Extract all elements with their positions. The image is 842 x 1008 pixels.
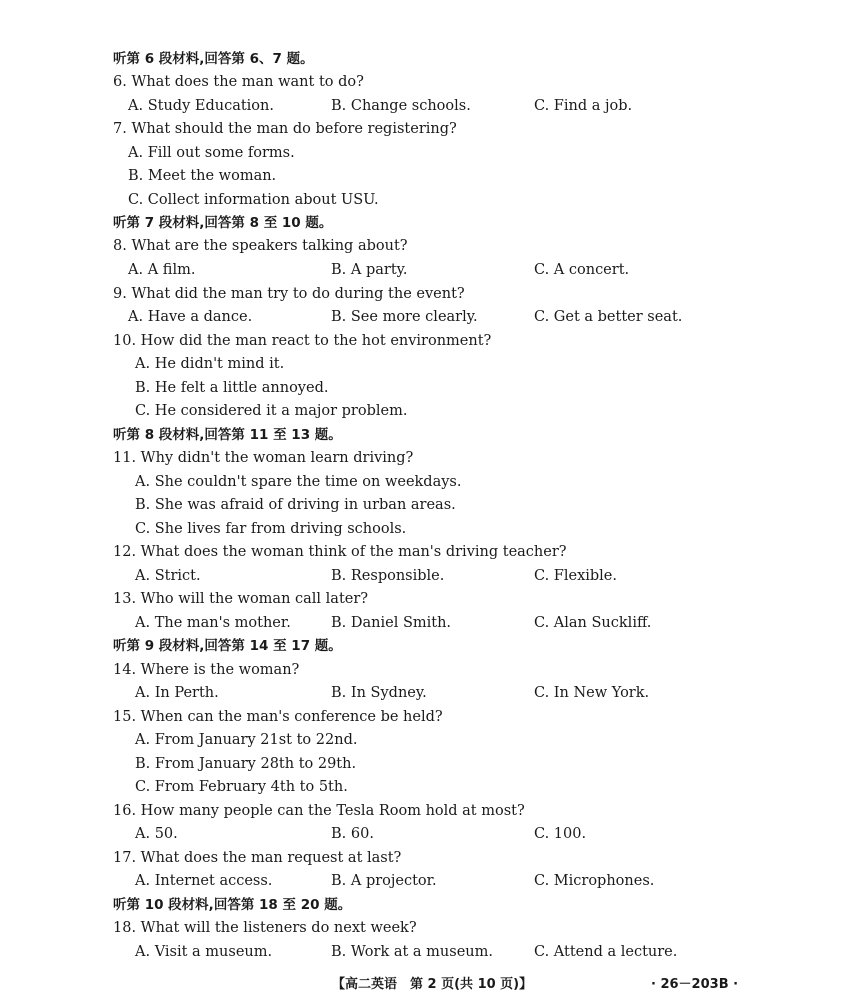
question-7-option-b: B. Meet the woman. bbox=[128, 168, 277, 184]
question-11-option-c: C. She lives far from driving schools. bbox=[135, 521, 407, 537]
question-15-option-b: B. From January 28th to 29th. bbox=[135, 756, 357, 772]
question-11-option-b: B. She was afraid of driving in urban areas. bbox=[135, 497, 456, 513]
question-12-stem: 12. What does the woman think of the man's driving teacher? bbox=[113, 544, 567, 560]
question-16-stem: 16. How many people can the Tesla Room hold at most? bbox=[113, 803, 525, 819]
section-heading-8: 听第 8 段材料,回答第 11 至 13 题。 bbox=[113, 427, 342, 443]
question-10-option-b: B. He felt a little annoyed. bbox=[135, 380, 329, 396]
question-13-option-a: A. The man's mother. bbox=[135, 615, 291, 631]
page-footer-title: 【高二英语 第 2 页(共 10 页)】 bbox=[332, 977, 533, 992]
question-14-option-c: C. In New York. bbox=[534, 685, 650, 701]
question-17-stem: 17. What does the man request at last? bbox=[113, 850, 402, 866]
question-15-option-c: C. From February 4th to 5th. bbox=[135, 779, 348, 795]
question-10-stem: 10. How did the man react to the hot environment? bbox=[113, 333, 492, 349]
question-13-option-b: B. Daniel Smith. bbox=[331, 615, 452, 631]
question-10-option-a: A. He didn't mind it. bbox=[135, 356, 285, 372]
question-12-option-b: B. Responsible. bbox=[331, 568, 445, 584]
section-heading-10: 听第 10 段材料,回答第 18 至 20 题。 bbox=[113, 897, 352, 913]
question-16-option-b: B. 60. bbox=[331, 826, 374, 842]
question-16-option-c: C. 100. bbox=[534, 826, 587, 842]
question-18-option-a: A. Visit a museum. bbox=[135, 944, 273, 960]
question-8-option-a: A. A film. bbox=[128, 262, 196, 278]
question-14-option-a: A. In Perth. bbox=[135, 685, 219, 701]
section-heading-7: 听第 7 段材料,回答第 8 至 10 题。 bbox=[113, 215, 333, 231]
question-9-option-c: C. Get a better seat. bbox=[534, 309, 683, 325]
question-10-option-c: C. He considered it a major problem. bbox=[135, 403, 408, 419]
question-9-stem: 9. What did the man try to do during the event? bbox=[113, 286, 465, 302]
question-17-option-a: A. Internet access. bbox=[135, 873, 273, 889]
question-6-option-b: B. Change schools. bbox=[331, 98, 471, 114]
question-13-option-c: C. Alan Suckliff. bbox=[534, 615, 652, 631]
question-15-option-a: A. From January 21st to 22nd. bbox=[135, 732, 358, 748]
question-9-option-b: B. See more clearly. bbox=[331, 309, 478, 325]
question-15-stem: 15. When can the man's conference be held? bbox=[113, 709, 443, 725]
question-11-option-a: A. She couldn't spare the time on weekdays. bbox=[135, 474, 462, 490]
question-11-stem: 11. Why didn't the woman learn driving? bbox=[113, 450, 414, 466]
question-7-stem: 7. What should the man do before registering? bbox=[113, 121, 457, 137]
question-17-option-c: C. Microphones. bbox=[534, 873, 655, 889]
question-8-option-c: C. A concert. bbox=[534, 262, 630, 278]
section-heading-9: 听第 9 段材料,回答第 14 至 17 题。 bbox=[113, 638, 342, 654]
question-6-option-c: C. Find a job. bbox=[534, 98, 633, 114]
section-heading-6: 听第 6 段材料,回答第 6、7 题。 bbox=[113, 51, 314, 67]
question-9-option-a: A. Have a dance. bbox=[128, 309, 253, 325]
question-12-option-a: A. Strict. bbox=[135, 568, 201, 584]
question-14-option-b: B. In Sydney. bbox=[331, 685, 427, 701]
question-18-stem: 18. What will the listeners do next week? bbox=[113, 920, 417, 936]
question-8-option-b: B. A party. bbox=[331, 262, 408, 278]
question-17-option-b: B. A projector. bbox=[331, 873, 437, 889]
question-6-option-a: A. Study Education. bbox=[128, 98, 274, 114]
question-8-stem: 8. What are the speakers talking about? bbox=[113, 238, 408, 254]
page-footer-code: · 26－203B · bbox=[651, 977, 739, 992]
question-6-stem: 6. What does the man want to do? bbox=[113, 74, 364, 90]
question-7-option-c: C. Collect information about USU. bbox=[128, 192, 379, 208]
question-12-option-c: C. Flexible. bbox=[534, 568, 617, 584]
question-18-option-b: B. Work at a museum. bbox=[331, 944, 493, 960]
question-16-option-a: A. 50. bbox=[135, 826, 178, 842]
question-14-stem: 14. Where is the woman? bbox=[113, 662, 300, 678]
question-7-option-a: A. Fill out some forms. bbox=[128, 145, 295, 161]
question-18-option-c: C. Attend a lecture. bbox=[534, 944, 678, 960]
question-13-stem: 13. Who will the woman call later? bbox=[113, 591, 369, 607]
